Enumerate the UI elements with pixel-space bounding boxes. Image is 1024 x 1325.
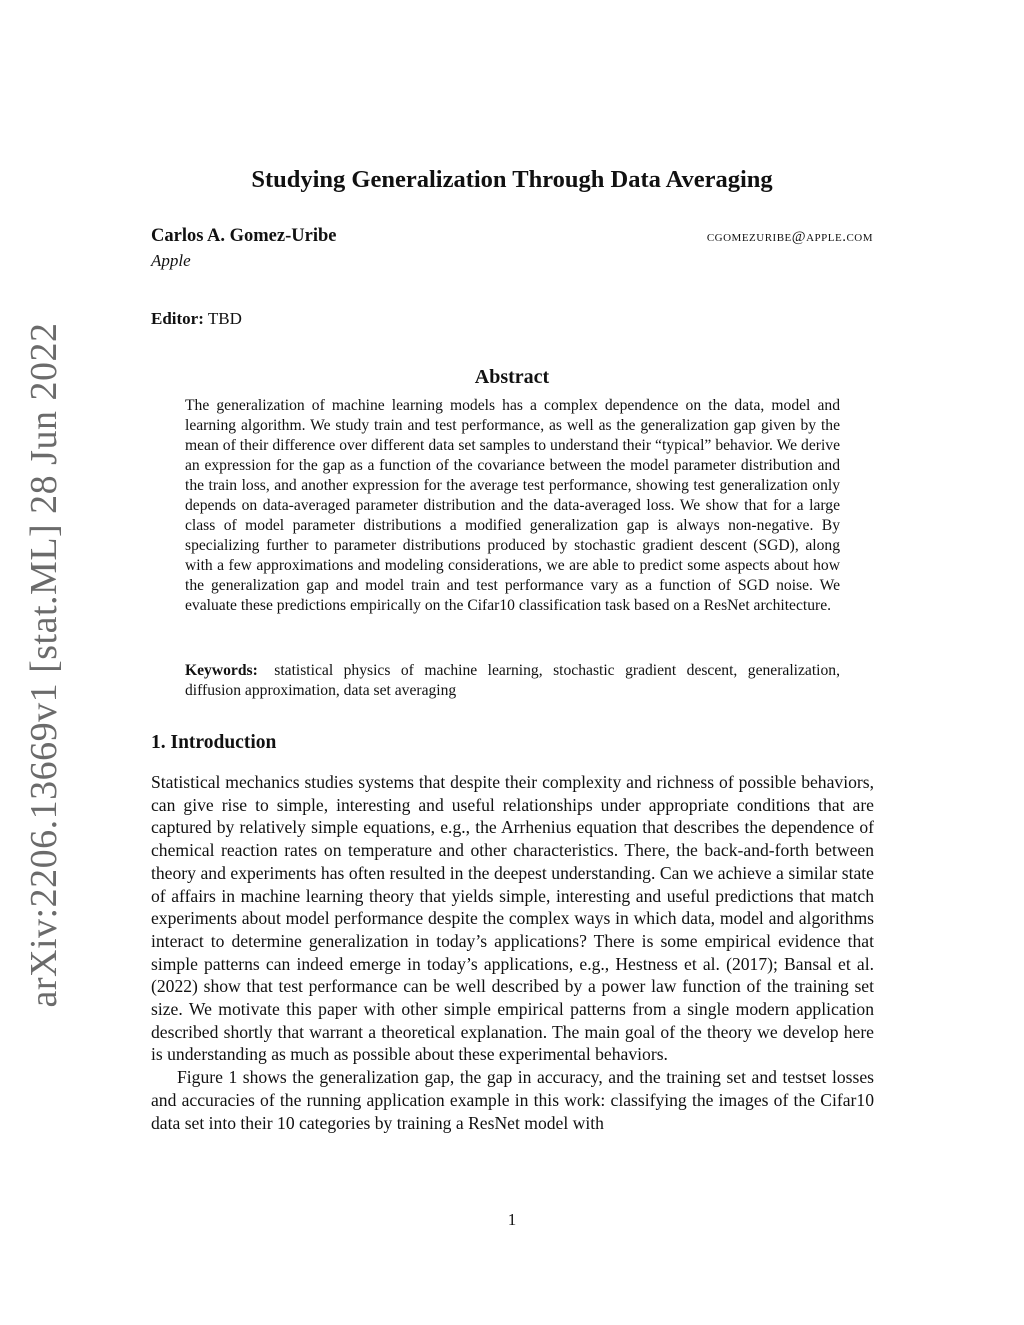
author-affiliation: Apple [151,251,191,270]
keywords [185,661,840,701]
abstract-text: The generalization of machine learning models has a complex dependence on the data, model and learning algorithm. We study train and test performance, as well as the generalization gap given by the mean of their difference over different data set samples to understand their “typical” behavior. We derive an expression for the gap as a function of the covariance between the model parameter distribution and the train loss, and another expression for the average test performance, showing test generalization only depends on data-averaged parameter distribution and the data-averaged loss. We show that for a large class of model parameter distributions a modified generalization gap is always non-negative. By specializing further to parameter distributions produced by stochastic gradient descent (SGD), along with a few approximations and modeling considerations, we are able to predict some aspects about how the generalization gap and model train and test performance vary as a function of SGD noise. We evaluate these predictions empirically on the Cifar10 classification task based on a ResNet architecture. [185,397,840,614]
author-email: cgomezuribe@apple.com [706,229,873,245]
editor-label: Editor: [151,309,204,328]
paper-title: Studying Generalization Through Data Averaging [251,166,773,193]
intro-paragraph-1: Statistical mechanics studies systems that despite their complexity and richness of possible behaviors, can give rise to simple, interesting and useful relationships under appropriate conditions that are captured by relatively simple equations, e.g., the Arrhenius equation that describes the dependence of chemical reaction rates on temperature and other characteristics. There, the back-and-forth between theory and experiments has often resulted in the deepest understanding. Can we achieve a similar state of affairs in machine learning theory that yields simple, interesting and useful predictions that match experiments about model performance despite the complex ways in which data, model and algorithms interact to determine generalization in today’s applications? There is some empirical evidence that simple patterns can indeed emerge in today’s applications, e.g., Hestness et al. (2017); Bansal et al. (2022) show that test performance can be well described by a power law function of the training set size. We motivate this paper with other simple empirical patterns from a single modern application described shortly that warrant a theoretical explanation. The main goal of the theory we develop here is understanding as much as possible about these experimental behaviors. [151,772,874,1065]
abstract-heading: Abstract [474,366,550,388]
keywords-text: statistical physics of machine learning, stochastic gradient descent, generalization, diffusion approximation, data set averaging [185,662,840,699]
intro-paragraph-2: Figure 1 shows the generalization gap, the gap in accuracy, and the training set and testset losses and accuracies of the running application example in this work: classifying the images of the Cifar10 data set into their 10 categories by training a ResNet model with [151,1067,874,1133]
introduction-body [151,771,874,1134]
arxiv-identifier: arXiv:2206.13669v1 [stat.ML] 28 Jun 2022 [23,322,65,1008]
editor-value: TBD [207,309,242,328]
author-name: Carlos A. Gomez-Uribe [151,226,337,246]
page-number: 1 [507,1210,517,1229]
section-heading-introduction: 1. Introduction [151,732,277,753]
editor-line [151,309,242,329]
keywords-label: Keywords: [185,662,258,679]
